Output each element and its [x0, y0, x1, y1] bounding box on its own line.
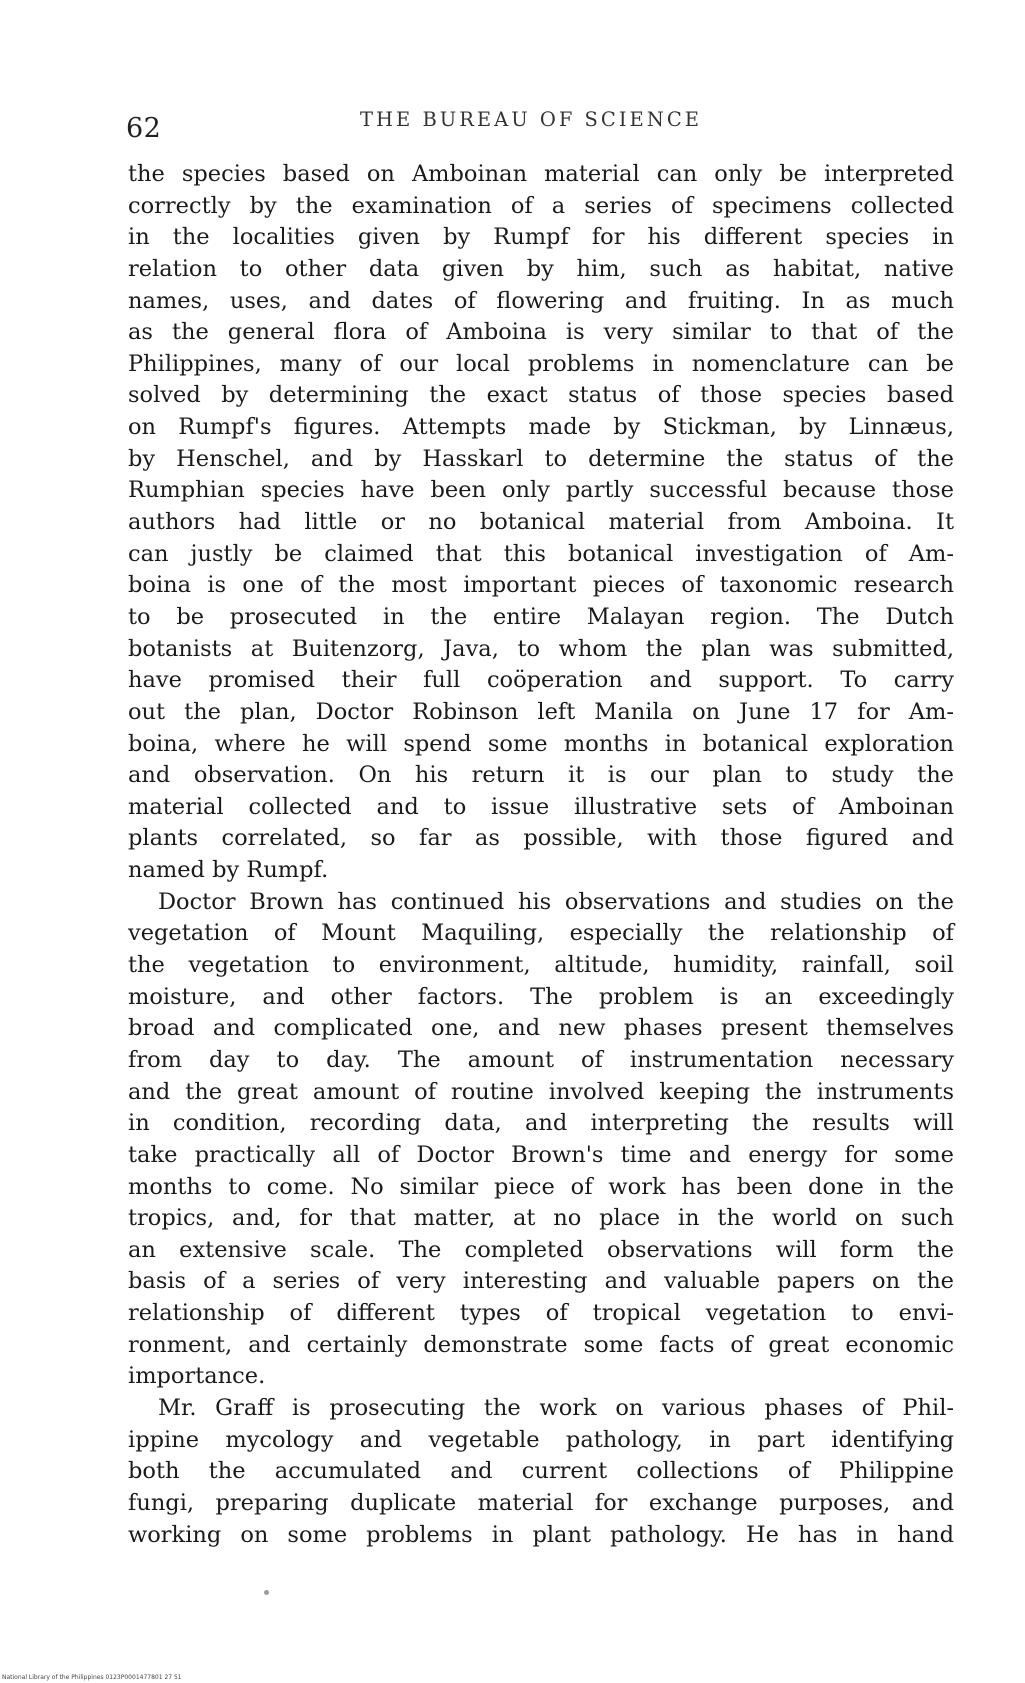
text-line: the vegetation to environment, altitude, humidity, rainfall, soil: [128, 952, 954, 979]
text-line: both the accumulated and current collections of Philippine: [128, 1458, 954, 1485]
running-title: THE BUREAU OF SCIENCE: [360, 108, 702, 131]
text-line: vegetation of Mount Maquiling, especially the relationship of: [128, 920, 954, 947]
text-line: as the general flora of Amboina is very similar to that of the: [128, 319, 954, 346]
text-line: solved by determining the exact status of those species based: [128, 382, 954, 409]
text-line: Rumphian species have been only partly successful because those: [128, 477, 954, 504]
text-line: working on some problems in plant pathology. He has in hand: [128, 1521, 954, 1548]
text-line: ronment, and certainly demonstrate some facts of great economic: [128, 1331, 954, 1358]
text-line: Doctor Brown has continued his observations and studies on the: [158, 888, 954, 915]
text-line: and the great amount of routine involved keeping the instruments: [128, 1078, 954, 1105]
scan-footer-note: National Library of the Philippines 0123P0001477801 27 51: [2, 1674, 182, 1681]
text-line: on Rumpf's figures. Attempts made by Stickman, by Linnæus,: [128, 414, 954, 441]
text-line: names, uses, and dates of flowering and fruiting. In as much: [128, 287, 954, 314]
text-line: correctly by the examination of a series of specimens collected: [128, 192, 954, 219]
text-line: the species based on Amboinan material can only be interpreted: [128, 161, 954, 187]
text-line: named by Rumpf.: [128, 857, 329, 884]
text-line: have promised their full coöperation and support. To carry: [128, 667, 954, 694]
text-line: relation to other data given by him, such as habitat, native: [128, 255, 954, 282]
page-number: 62: [126, 113, 162, 144]
text-line: boina, where he will spend some months in botanical exploration: [128, 730, 954, 757]
text-line: from day to day. The amount of instrumentation necessary: [128, 1046, 954, 1073]
text-line: broad and complicated one, and new phases present themselves: [128, 1015, 954, 1042]
text-line: fungi, preparing duplicate material for exchange purposes, and: [128, 1489, 954, 1516]
text-line: months to come. No similar piece of work has been done in the: [128, 1173, 954, 1200]
text-line: take practically all of Doctor Brown's time and energy for some: [128, 1141, 954, 1168]
body-text: [128, 159, 954, 1551]
text-line: boina is one of the most important pieces of taxonomic research: [128, 572, 954, 599]
scan-speck: [264, 1590, 269, 1595]
text-line: out the plan, Doctor Robinson left Manila on June 17 for Am-: [128, 698, 954, 725]
text-line: in condition, recording data, and interpreting the results will: [128, 1110, 954, 1137]
text-line: can justly be claimed that this botanical investigation of Am-: [128, 540, 954, 567]
text-line: plants correlated, so far as possible, with those figured and: [128, 825, 954, 852]
text-line: and observation. On his return it is our plan to study the: [128, 762, 954, 789]
text-line: Philippines, many of our local problems in nomenclature can be: [128, 350, 954, 377]
text-line: ippine mycology and vegetable pathology, in part identifying: [128, 1426, 954, 1453]
text-line: moisture, and other factors. The problem is an exceedingly: [128, 983, 954, 1010]
text-line: material collected and to issue illustrative sets of Amboinan: [128, 793, 954, 820]
text-line: by Henschel, and by Hasskarl to determine the status of the: [128, 445, 954, 472]
text-line: authors had little or no botanical material from Amboina. It: [128, 509, 954, 536]
text-line: in the localities given by Rumpf for his different species in: [128, 224, 954, 251]
text-line: tropics, and, for that matter, at no place in the world on such: [128, 1205, 954, 1232]
text-line: botanists at Buitenzorg, Java, to whom the plan was submitted,: [128, 635, 954, 662]
text-line: importance.: [128, 1363, 266, 1390]
text-line: to be prosecuted in the entire Malayan region. The Dutch: [128, 603, 954, 630]
text-line: basis of a series of very interesting and valuable papers on the: [128, 1268, 954, 1295]
text-line: Mr. Graff is prosecuting the work on various phases of Phil-: [158, 1394, 954, 1421]
text-line: relationship of different types of tropical vegetation to envi-: [128, 1300, 954, 1327]
text-line: an extensive scale. The completed observations will form the: [128, 1236, 954, 1263]
